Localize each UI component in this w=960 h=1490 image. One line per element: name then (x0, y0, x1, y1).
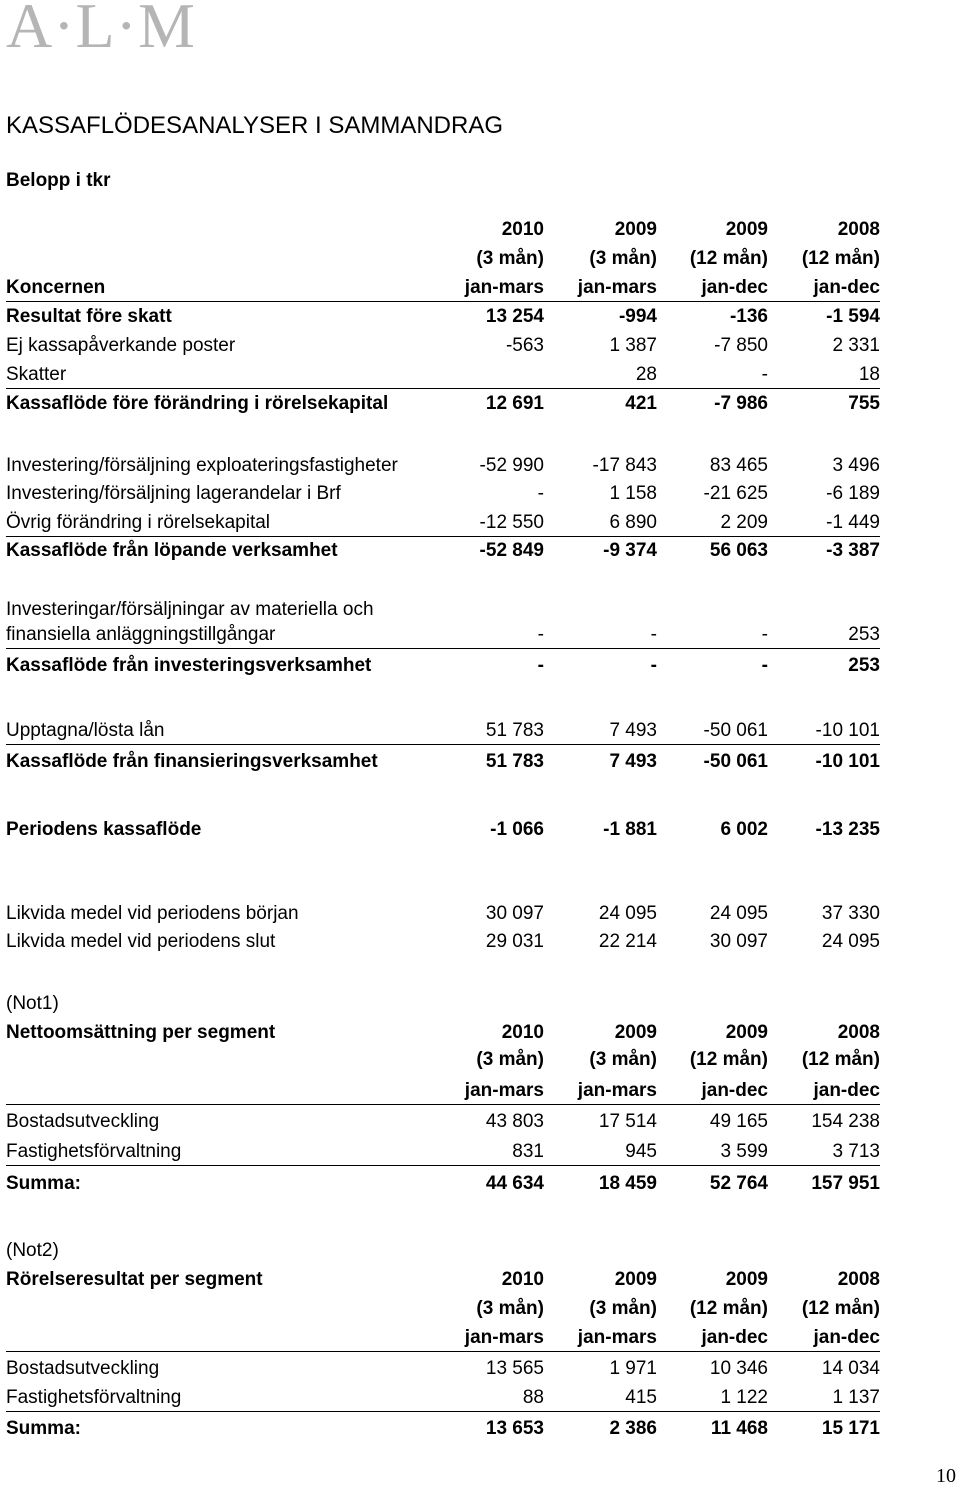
row-label: Periodens kassaflöde (6, 819, 202, 840)
table-row (6, 653, 880, 679)
cell: 253 (848, 624, 880, 645)
cell: 18 (858, 364, 880, 385)
cell: 1 158 (609, 483, 657, 504)
table-row (6, 718, 880, 745)
row-label: Investering/försäljning lagerandelar i Brf (6, 483, 341, 504)
cell: 13 653 (485, 1418, 544, 1439)
row-label: finansiella anläggningstillgångar (6, 624, 276, 645)
cell: -50 061 (703, 751, 768, 772)
cell: - (537, 655, 544, 676)
cell: 3 713 (832, 1141, 880, 1162)
cell: -10 101 (815, 751, 880, 772)
row-label: Fastighetsförvaltning (6, 1141, 182, 1162)
page-title: KASSAFLÖDESANALYSER I SAMMANDRAG (6, 112, 504, 139)
cell: 17 514 (598, 1111, 657, 1132)
cell: 3 496 (832, 455, 880, 476)
cell: 1 137 (832, 1387, 880, 1408)
header-period: (12 mån) (801, 1298, 880, 1319)
cell: -7 850 (714, 335, 768, 356)
row-label: Likvida medel vid periodens början (6, 903, 299, 924)
header-year: 2008 (837, 1269, 880, 1290)
cell: -3 387 (826, 540, 880, 561)
cell: - (761, 624, 768, 645)
cell: -1 594 (826, 306, 880, 327)
row-label: Kassaflöde före förändring i rörelsekapital (6, 393, 389, 414)
header-period: (3 mån) (476, 248, 544, 269)
header-period: (12 mån) (689, 248, 768, 269)
cell: 157 951 (811, 1173, 880, 1194)
header-range: jan-mars (577, 1327, 657, 1348)
cell: -9 374 (603, 540, 657, 561)
row-label: Upptagna/lösta lån (6, 720, 165, 741)
cell: -50 061 (703, 720, 768, 741)
cell: 11 468 (710, 1418, 768, 1439)
cell: 24 095 (598, 903, 657, 924)
row-label: Skatter (6, 364, 67, 385)
header-range: jan-dec (701, 1080, 768, 1101)
header-range: jan-dec (701, 1327, 768, 1348)
table-row (6, 901, 880, 927)
cell: 56 063 (709, 540, 768, 561)
header-range: jan-mars (577, 277, 657, 298)
cell: 52 764 (709, 1173, 768, 1194)
header-range: jan-dec (813, 1080, 880, 1101)
note2-header-ranges-row (6, 1325, 880, 1352)
cell: 30 097 (709, 931, 768, 952)
note1-header-years-row (6, 1020, 880, 1046)
cell: 1 971 (609, 1358, 657, 1379)
table-row (6, 304, 880, 330)
cell: 7 493 (609, 751, 657, 772)
header-year: 2008 (837, 1022, 880, 1043)
header-year: 2009 (614, 1269, 657, 1290)
cell: 6 890 (609, 512, 657, 533)
header-year: 2010 (501, 1269, 544, 1290)
cell: 44 634 (485, 1173, 544, 1194)
row-label: Investering/försäljning exploateringsfastigheter (6, 455, 398, 476)
header-year: 2009 (725, 1269, 768, 1290)
cell: -12 550 (479, 512, 544, 533)
cell: -6 189 (826, 483, 880, 504)
table-row (6, 749, 880, 775)
cell: 2 209 (720, 512, 768, 533)
logo: A·L·M (6, 0, 196, 61)
row-label: Resultat före skatt (6, 306, 172, 327)
table-row (6, 1385, 880, 1412)
note-ref-label: (Not2) (6, 1240, 59, 1261)
cell: 3 599 (720, 1141, 768, 1162)
table-row (6, 333, 880, 359)
header-period: (3 mån) (589, 1049, 657, 1070)
table-row (6, 929, 880, 955)
table-row (6, 1139, 880, 1166)
table-row (6, 453, 880, 479)
header-year: 2009 (725, 219, 768, 240)
cell: 29 031 (485, 931, 544, 952)
cell: 12 691 (485, 393, 544, 414)
row-label: Summa: (6, 1173, 81, 1194)
header-period: (12 mån) (801, 248, 880, 269)
row-label: Bostadsutveckling (6, 1358, 160, 1379)
cell: -52 849 (479, 540, 544, 561)
header-ranges-row (6, 275, 880, 302)
cell: 18 459 (598, 1173, 657, 1194)
note-ref (6, 1238, 880, 1264)
header-period: (3 mån) (589, 1298, 657, 1319)
header-period: (12 mån) (689, 1049, 768, 1070)
table-row (6, 362, 880, 389)
cell: -1 066 (490, 819, 544, 840)
header-range: jan-mars (464, 277, 544, 298)
note-title: Rörelseresultat per segment (6, 1269, 263, 1290)
cell: - (650, 655, 657, 676)
row-label: Övrig förändring i rörelsekapital (6, 512, 271, 533)
cell: 24 095 (821, 931, 880, 952)
cell: -1 449 (826, 512, 880, 533)
note2-header-periods-row (6, 1296, 880, 1322)
cell: 831 (512, 1141, 544, 1162)
cell: 22 214 (598, 931, 657, 952)
cell: 83 465 (709, 455, 768, 476)
header-periods-row (6, 246, 880, 272)
header-year: 2010 (501, 219, 544, 240)
cell: -994 (618, 306, 657, 327)
table-row (6, 1356, 880, 1382)
header-year: 2010 (501, 1022, 544, 1043)
cell: 51 783 (485, 751, 544, 772)
cell: -17 843 (592, 455, 657, 476)
group-label: Koncernen (6, 277, 106, 298)
cell: 6 002 (720, 819, 768, 840)
header-period: (12 mån) (801, 1049, 880, 1070)
header-range: jan-dec (813, 277, 880, 298)
table-row (6, 622, 880, 649)
cell: 14 034 (821, 1358, 880, 1379)
cell: 421 (625, 393, 657, 414)
table-row (6, 538, 880, 564)
header-year: 2009 (614, 1022, 657, 1043)
cell: 1 387 (609, 335, 657, 356)
table-row (6, 510, 880, 537)
sum-row (6, 1416, 880, 1442)
cell: 755 (848, 393, 880, 414)
header-range: jan-mars (464, 1327, 544, 1348)
header-year: 2009 (614, 219, 657, 240)
cell: 43 803 (485, 1111, 544, 1132)
cell: -563 (505, 335, 544, 356)
cell: 49 165 (709, 1111, 768, 1132)
row-label: Kassaflöde från löpande verksamhet (6, 540, 338, 561)
cell: 1 122 (720, 1387, 768, 1408)
cell: -13 235 (815, 819, 880, 840)
cell: 37 330 (821, 903, 880, 924)
row-label: Kassaflöde från finansieringsverksamhet (6, 751, 378, 772)
cell: -52 990 (479, 455, 544, 476)
note-ref-label: (Not1) (6, 993, 59, 1014)
cell: - (761, 364, 768, 385)
sum-row (6, 1171, 880, 1197)
cell: - (537, 483, 544, 504)
row-label: Summa: (6, 1418, 81, 1439)
row-label: Ej kassapåverkande poster (6, 335, 236, 356)
cell: 253 (848, 655, 880, 676)
cell: - (650, 624, 657, 645)
cell: -7 986 (714, 393, 768, 414)
header-period: (12 mån) (689, 1298, 768, 1319)
table-row (6, 481, 880, 507)
table-row (6, 391, 880, 417)
cell: -136 (729, 306, 768, 327)
cell: -21 625 (703, 483, 768, 504)
cell: 945 (625, 1141, 657, 1162)
cell: 13 565 (485, 1358, 544, 1379)
cell: 88 (522, 1387, 544, 1408)
row-label-line1 (6, 599, 880, 621)
page-number: 10 (936, 1465, 956, 1487)
cell: 2 386 (609, 1418, 657, 1439)
note1-header-ranges-row (6, 1078, 880, 1105)
cell: 30 097 (485, 903, 544, 924)
cell: 7 493 (609, 720, 657, 741)
cell: 154 238 (811, 1111, 880, 1132)
cell: 28 (635, 364, 657, 385)
unit-label: Belopp i tkr (6, 170, 111, 191)
cell: 24 095 (709, 903, 768, 924)
header-range: jan-dec (813, 1327, 880, 1348)
cell: 51 783 (485, 720, 544, 741)
table-row (6, 817, 880, 843)
row-label: Fastighetsförvaltning (6, 1387, 182, 1408)
cell: 10 346 (709, 1358, 768, 1379)
cell: -10 101 (815, 720, 880, 741)
header-period: (3 mån) (589, 248, 657, 269)
header-range: jan-mars (577, 1080, 657, 1101)
note2-header-years-row (6, 1267, 880, 1293)
cell: 15 171 (821, 1418, 880, 1439)
header-range: jan-dec (701, 277, 768, 298)
note-title: Nettoomsättning per segment (6, 1022, 276, 1043)
row-label: Likvida medel vid periodens slut (6, 931, 276, 952)
header-period: (3 mån) (476, 1298, 544, 1319)
cell: - (537, 624, 544, 645)
header-years-row (6, 217, 880, 243)
table-row (6, 1109, 880, 1135)
cell: 2 331 (832, 335, 880, 356)
row-label: Bostadsutveckling (6, 1111, 160, 1132)
header-period: (3 mån) (476, 1049, 544, 1070)
cell: 13 254 (485, 306, 544, 327)
header-year: 2008 (837, 219, 880, 240)
cell: - (761, 655, 768, 676)
row-label: Investeringar/försäljningar av materiella och (6, 599, 374, 620)
header-year: 2009 (725, 1022, 768, 1043)
row-label: Kassaflöde från investeringsverksamhet (6, 655, 372, 676)
cell: -1 881 (603, 819, 657, 840)
header-range: jan-mars (464, 1080, 544, 1101)
note-ref (6, 991, 880, 1017)
note1-header-periods-row (6, 1047, 880, 1073)
cell: 415 (625, 1387, 657, 1408)
